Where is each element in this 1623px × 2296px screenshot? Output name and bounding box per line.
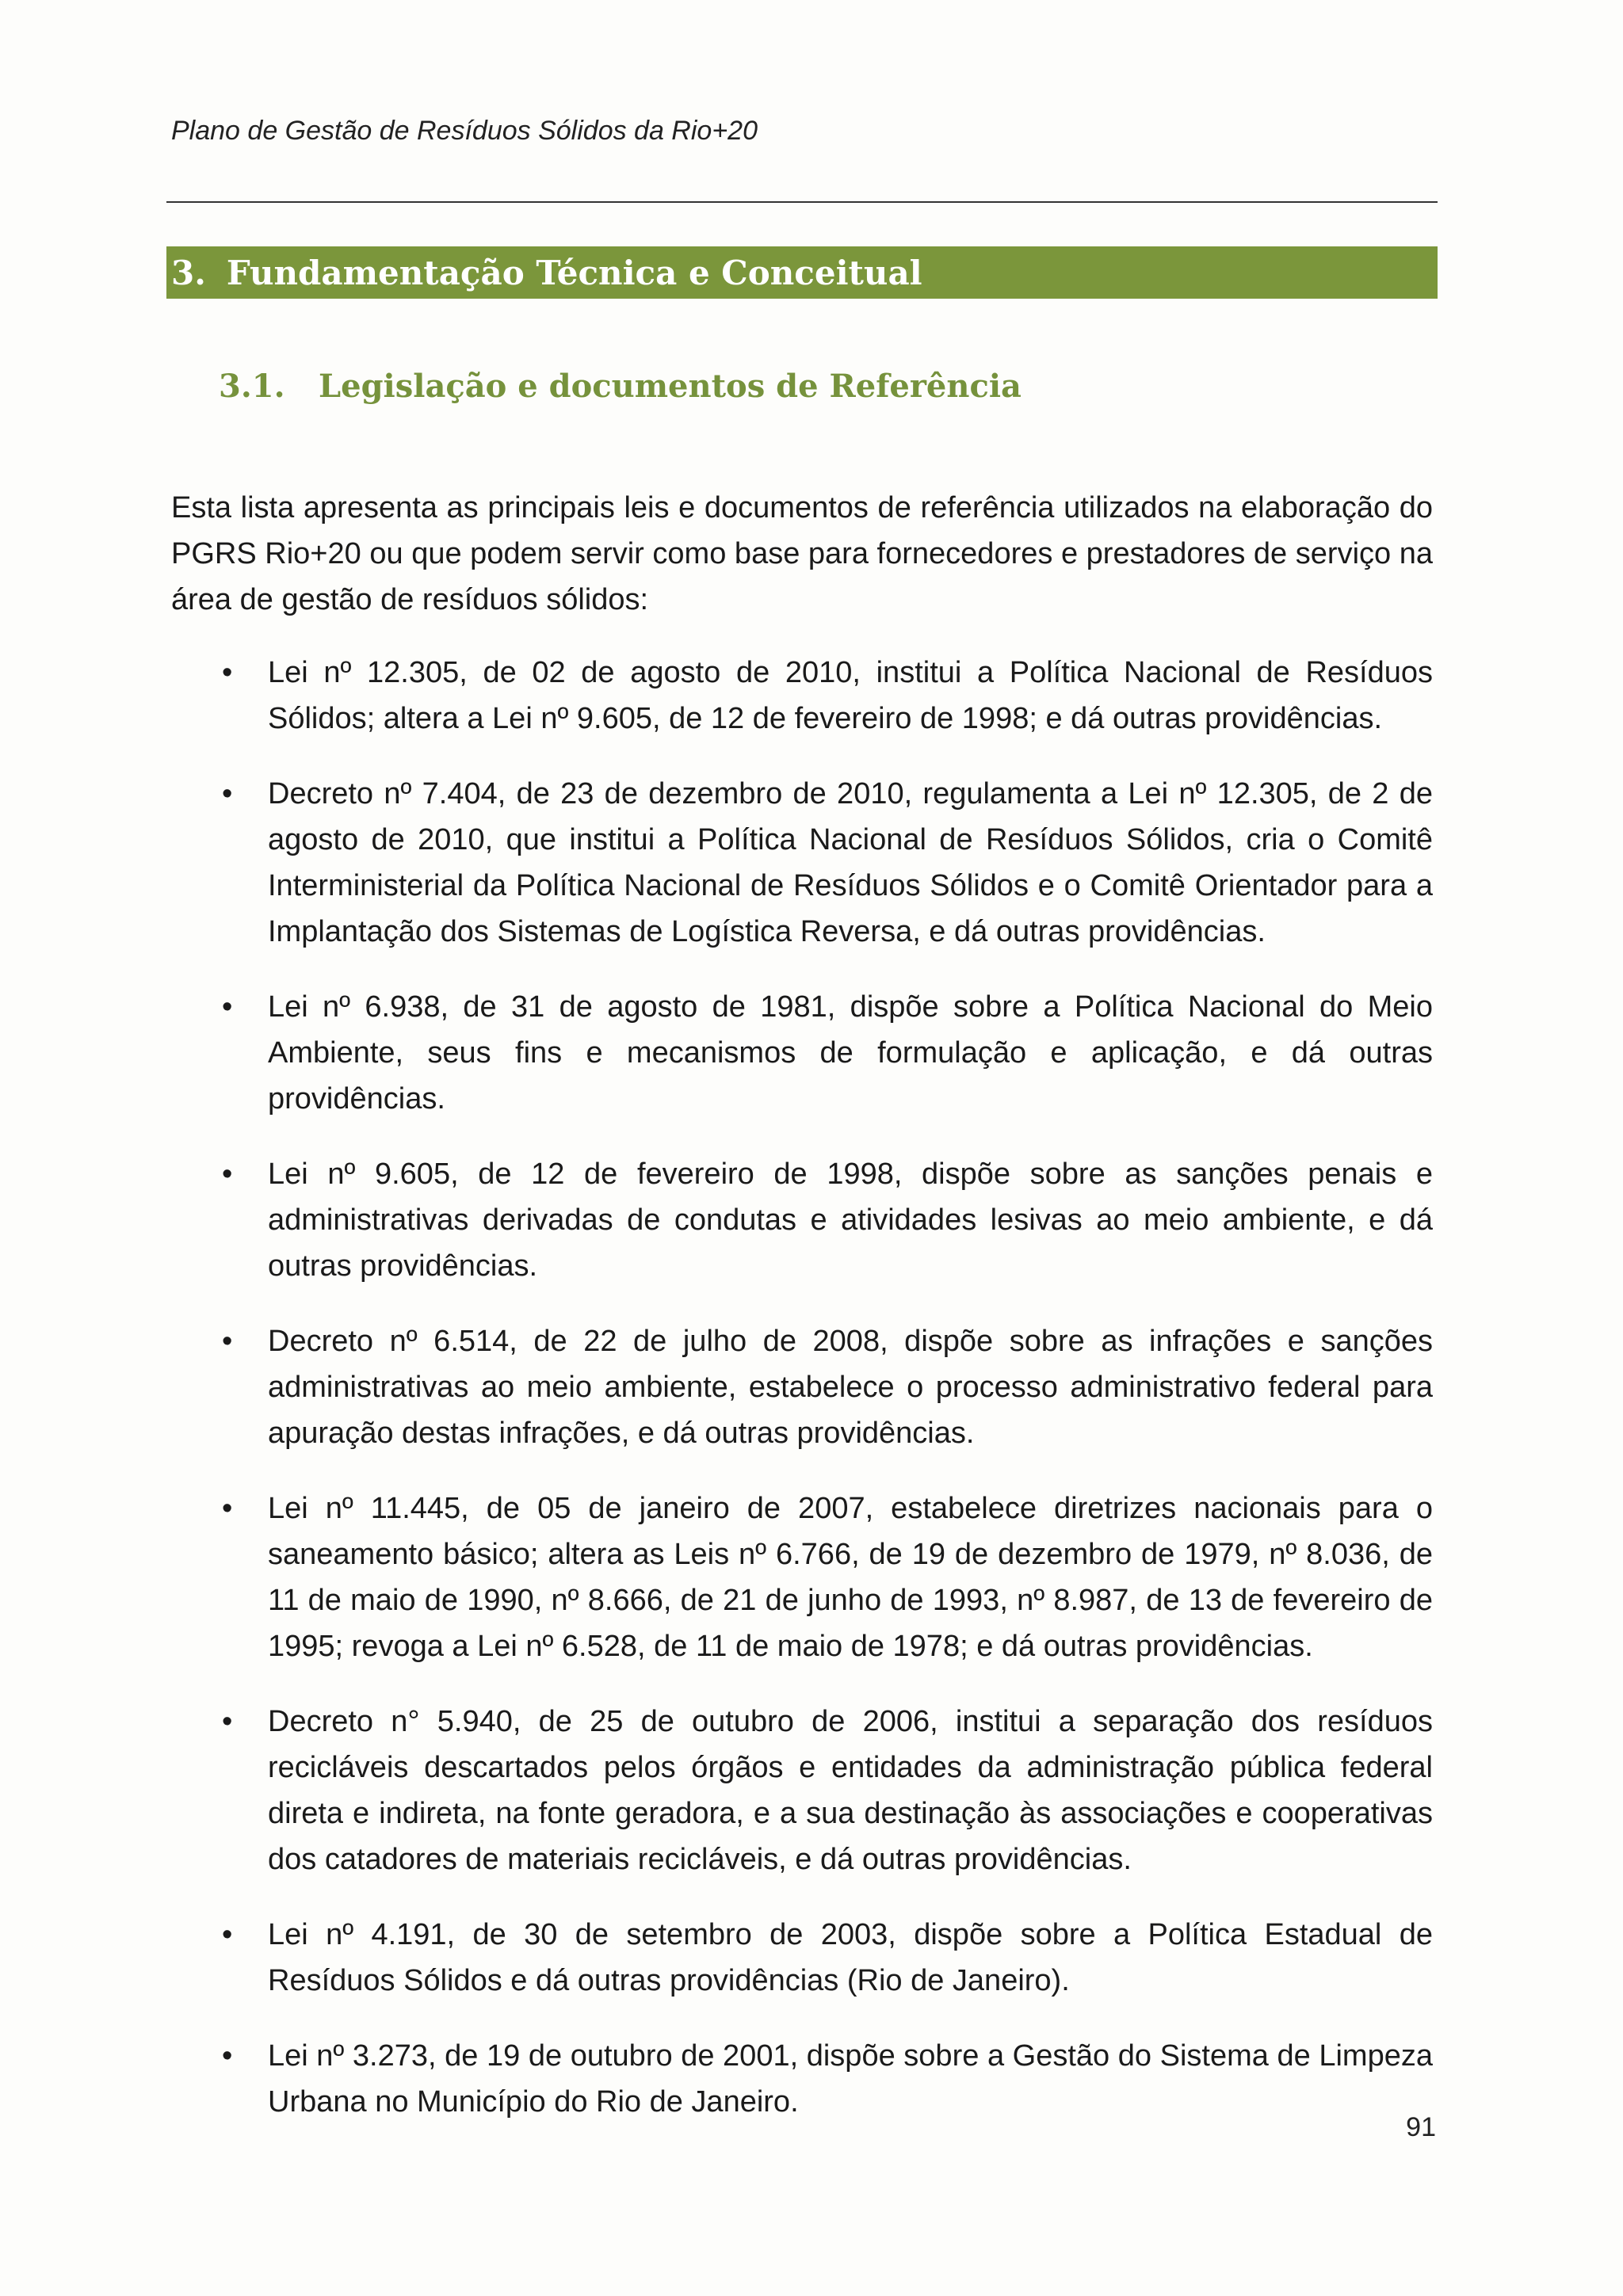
list-item (171, 2033, 1433, 2125)
bullet-icon: • (222, 1158, 233, 1191)
intro-paragraph: Esta lista apresenta as principais leis e documentos de referência utilizados na elaboração do PGRS Rio+20 ou que podem servir como base para fornecedores e prestadores de serviço na área de gestão de resíduos sólidos: (171, 491, 1433, 616)
bullet-icon: • (222, 656, 233, 689)
subsection-heading (219, 368, 1022, 405)
list-item (171, 1912, 1433, 2004)
list-item-text: Lei nº 6.938, de 31 de agosto de 1981, dispõe sobre a Política Nacional do Meio Ambiente, seus fins e mecanismos de formulação e aplicação, e dá outras providências. (268, 990, 1433, 1116)
list-item (171, 1699, 1433, 1882)
bullet-icon: • (222, 1918, 233, 1951)
page-number: 91 (1406, 2112, 1436, 2142)
list-item (171, 650, 1433, 742)
bullet-icon: • (222, 1705, 233, 1738)
bullet-icon: • (222, 2039, 233, 2073)
bullet-icon: • (222, 777, 233, 810)
list-item-text: Lei nº 9.605, de 12 de fevereiro de 1998, dispõe sobre as sanções penais e administrativas derivadas de condutas e atividades lesivas ao meio ambiente, e dá outras providências. (268, 1158, 1433, 1283)
list-item-text: Lei nº 12.305, de 02 de agosto de 2010, institui a Política Nacional de Resíduos Sólidos; altera a Lei nº 9.605, de 12 de fevereiro de 1998; e dá outras providências. (268, 656, 1433, 735)
section-title: Fundamentação Técnica e Conceitual (226, 253, 922, 292)
subsection-title: Legislação e documentos de Referência (319, 368, 1022, 405)
reference-list (171, 650, 1433, 2154)
bullet-icon: • (222, 990, 233, 1024)
list-item (171, 1486, 1433, 1669)
header-divider (166, 201, 1438, 203)
list-item-text: Decreto nº 7.404, de 23 de dezembro de 2010, regulamenta a Lei nº 12.305, de 2 de agosto de 2010, que institui a Política Nacional de Resíduos Sólidos, cria o Comitê Interministerial da Política Nacional de Resíduos Sólidos e o Comitê Orientador para a Implantação dos Sistemas de Logística Reversa, e dá outras providências. (268, 777, 1433, 948)
list-item-text: Lei nº 11.445, de 05 de janeiro de 2007, estabelece diretrizes nacionais para o saneamento básico; altera as Leis nº 6.766, de 19 de dezembro de 1979, nº 8.036, de 11 de maio de 1990, nº 8.666, de 21 de junho de 1993, nº 8.987, de 13 de fevereiro de 1995; revoga a Lei nº 6.528, de 11 de maio de 1978; e dá outras providências. (268, 1492, 1433, 1663)
list-item-text: Lei nº 4.191, de 30 de setembro de 2003, dispõe sobre a Política Estadual de Resíduos Sólidos e dá outras providências (Rio de Janeiro). (268, 1918, 1433, 1997)
section-heading-band (166, 246, 1438, 299)
section-number: 3. (171, 253, 206, 292)
list-item (171, 1151, 1433, 1289)
list-item-text: Decreto nº 6.514, de 22 de julho de 2008, dispõe sobre as infrações e sanções administrativas ao meio ambiente, estabelece o processo administrativo federal para apuração destas infrações, e dá outras providências. (268, 1325, 1433, 1450)
subsection-number: 3.1. (219, 368, 285, 405)
running-header: Plano de Gestão de Resíduos Sólidos da Rio+20 (171, 116, 758, 146)
list-item-text: Lei nº 3.273, de 19 de outubro de 2001, dispõe sobre a Gestão do Sistema de Limpeza Urbana no Município do Rio de Janeiro. (268, 2039, 1433, 2119)
list-item (171, 771, 1433, 955)
list-item (171, 984, 1433, 1122)
list-item (171, 1318, 1433, 1456)
bullet-icon: • (222, 1325, 233, 1358)
bullet-icon: • (222, 1492, 233, 1525)
list-item-text: Decreto n° 5.940, de 25 de outubro de 2006, institui a separação dos resíduos recicláveis descartados pelos órgãos e entidades da administração pública federal direta e indireta, na fonte geradora, e a sua destinação às associações e cooperativas dos catadores de materiais recicláveis, e dá outras providências. (268, 1705, 1433, 1876)
